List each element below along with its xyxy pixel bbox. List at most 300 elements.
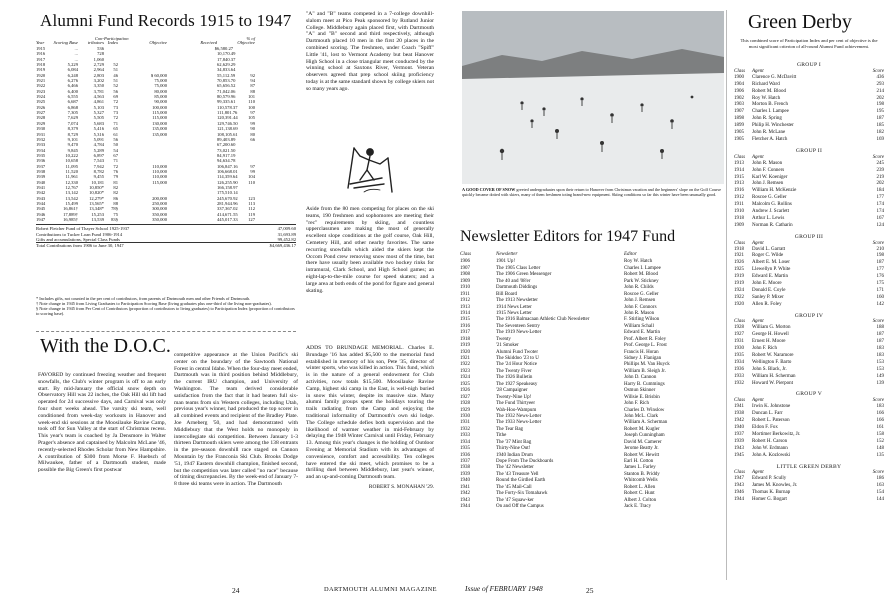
fund-cell: 106,668.01	[217, 168, 238, 174]
derby-row	[734, 288, 884, 295]
newsletter-cell: 1914 News Letter	[496, 304, 532, 310]
newsletter-cell: The 1905 Class Letter	[496, 265, 541, 271]
fund-cell: 110,578.37	[217, 104, 238, 110]
derby-cell: Edward E. Martin	[752, 274, 788, 280]
fund-cell: 135,000	[152, 131, 167, 137]
derby-row	[734, 253, 884, 260]
newsletter-cell: The '24 Hour Notice	[496, 362, 538, 368]
derby-cell: Fletcher A. Hatch	[752, 136, 788, 142]
photo-caption	[462, 187, 724, 197]
newsletter-cell: Round the Girdled Earth	[496, 478, 546, 484]
fund-cell: 88	[113, 200, 118, 206]
derby-row	[734, 404, 884, 411]
fund-cell: 72	[113, 99, 118, 105]
newsletter-cell: William B. Sleigh Jr.	[624, 368, 666, 374]
fund-cell: 10,850*	[89, 184, 104, 190]
fund-cell: 10,222	[65, 152, 78, 158]
green-derby-title: Green Derby	[748, 11, 852, 33]
newsletter-cell: The Fund Thirtyeer	[496, 401, 536, 407]
newsletter-cell: Osmun Skinner	[624, 388, 656, 394]
derby-cell: 293	[876, 81, 884, 87]
newsletter-cell: 1924	[460, 375, 470, 381]
newsletter-cell: 1940	[460, 478, 470, 484]
newsletter-cell: Charles D. Winslow	[624, 407, 665, 413]
fund-summary	[36, 224, 296, 247]
fund-cell: 1935	[36, 152, 46, 158]
derby-row	[734, 202, 884, 209]
newsletter-cell: Twenty-Nine Up!	[496, 394, 532, 400]
fund-cell: 2,964	[93, 67, 104, 73]
fund-cell: 200,000	[152, 195, 167, 201]
derby-cell: 1900	[734, 74, 744, 80]
newsletter-cell: John R. Childs	[624, 285, 654, 291]
fund-cell: 1922	[36, 83, 46, 89]
doc-column-3-text: ADDS TO BRUNDAGE MEMORIAL. Charles E. Brundage '16 has added $5,500 to the memorial fund established in memory of his son, Pete '35, director of winter sports, who was killed in action. This fund, which is in the nature of a general endowment for Club activities, now totals $15,500. Moosilauke Ravine Camp, highest ski camp in the East, is well-nigh buried in snow this winter, despite its massive size. Many alumni family groups spent the holidays touring the trails radiating from the Camp and enjoying the traditional informality of Dartmouth's own ski lodge. The College schedule defies both supervision and the likelihood of warmer weather in mid-February by delaying the 1948 Winter Carnival until Friday, February 13. Among this year's changes is the holding of Outdoor Evening at Memorial Stadium with its advantages of convenience, comfort and accessibility. Ten colleges have entered the ski meet, which promises to be a thrilling duel between Middlebury, last year's winner, and an up-and-coming Dartmouth team.	[306, 345, 434, 481]
newsletter-cell: 1913	[460, 304, 470, 310]
group-heading: GROUP IV	[794, 312, 824, 319]
derby-row	[734, 332, 884, 339]
fund-cell: 1916	[36, 51, 46, 57]
derby-cell: 198	[876, 102, 884, 108]
group-subheader-cell: Class	[734, 319, 746, 325]
fund-cell: 7,543	[93, 158, 104, 164]
newsletter-cell: 1921	[460, 356, 470, 362]
newsletter-cell: The '43 Treasure Yell	[496, 471, 539, 477]
fund-cell: 52	[113, 83, 118, 89]
newsletter-cell: 1910	[460, 285, 470, 291]
derby-cell: 1905	[734, 130, 744, 136]
newsletter-cell: 1929	[460, 407, 470, 413]
summary-label: Contributions to Tucker Loan Fund 1906-1914	[36, 231, 123, 237]
derby-cell: 1909	[734, 222, 744, 228]
newsletter-cell: 1931	[460, 420, 470, 426]
fund-cell: 73	[113, 110, 118, 116]
newsletter-cell: The '47 Squaw-ker	[496, 497, 534, 503]
newsletter-cell: 1909	[460, 278, 470, 284]
fund-cell: 1,060	[93, 56, 104, 62]
group-subheader-cell: Score	[872, 319, 884, 325]
fund-cell: 97	[250, 110, 255, 116]
fund-cell: 97	[250, 163, 255, 169]
newsletter-cell: 1907	[460, 265, 470, 271]
derby-row	[734, 247, 884, 254]
fund-cell: 175,510.14	[217, 190, 238, 196]
fund-cell: 6,276	[67, 78, 78, 84]
newsletter-cell: On and Off the Campus	[496, 504, 544, 510]
summary-label: Robert Fletcher Fund of Thayer School 1925-1937	[36, 226, 130, 232]
newsletter-cell: John F. Connors	[624, 304, 657, 310]
derby-cell: 1910	[734, 208, 744, 214]
derby-cell: 187	[876, 339, 884, 345]
fund-cell: 1940	[36, 179, 46, 185]
newsletter-cell: The 1913 Newsletter	[496, 298, 538, 304]
derby-cell: 1914	[734, 167, 744, 173]
derby-row	[734, 89, 884, 96]
derby-cell: 154	[876, 490, 884, 496]
newsletter-cell: 1938	[460, 465, 470, 471]
derby-cell: John A. Kozlowski	[752, 452, 791, 458]
derby-row	[734, 102, 884, 109]
fund-cell: 120,391.44	[217, 115, 238, 121]
derby-cell: 214	[876, 88, 884, 94]
fund-cell: 7,942	[93, 163, 104, 169]
derby-cell: Robert M. Blood	[752, 88, 787, 94]
total-label: Total Contributions from 1906 to June 30, 1947	[36, 243, 124, 249]
fund-cell: 3,202	[93, 78, 104, 84]
derby-row	[734, 490, 884, 497]
derby-cell: 1918	[734, 215, 744, 221]
fund-cell: 16,861†	[63, 206, 78, 212]
newsletter-cell: Francis H. Horan	[624, 349, 659, 355]
derby-cell: 1911	[734, 202, 744, 208]
fund-cell: 115,000	[152, 115, 167, 121]
newsletter-cell: The 40 and '08'er	[496, 278, 531, 284]
fund-cell: 105	[248, 115, 255, 121]
fund-cell: 5,683	[93, 120, 104, 126]
derby-cell: Irwin K. Johnstone	[752, 404, 791, 410]
fund-cell: 2,803	[93, 72, 104, 78]
newsletter-header-cell: Class	[460, 252, 472, 257]
newsletter-cell: The Tear Bag	[496, 426, 524, 432]
newsletter-cell: The 1926 Bulletin	[496, 375, 533, 381]
fund-cell: 71	[113, 120, 118, 126]
derby-cell: 183	[876, 353, 884, 359]
fund-cell: 111,801.76	[217, 110, 238, 116]
fund-cell: $	[214, 46, 217, 51]
magazine-name: DARTMOUTH ALUMNI MAGAZINE	[324, 586, 437, 593]
derby-row	[734, 353, 884, 360]
fund-cell: 1917	[36, 56, 46, 62]
fund-cell: 166,158.97	[217, 184, 238, 190]
fund-cell: 15,253	[91, 211, 104, 217]
fund-cell: 7,305	[67, 110, 78, 116]
derby-cell: Thomas K. Burnap	[752, 490, 791, 496]
newsletter-cell: The '45 Mail-Call	[496, 484, 532, 490]
newsletter-cell: '28 Campaigner	[496, 388, 528, 394]
fund-cell: 16,985†	[63, 217, 78, 222]
fund-header-cell: Participation Index	[104, 35, 129, 46]
fund-cell: 82	[113, 184, 118, 190]
section-divider	[36, 331, 296, 332]
group-subheader-cell: Agent	[752, 470, 764, 476]
derby-row	[734, 223, 884, 230]
derby-cell: 1937	[734, 431, 744, 437]
newsletter-cell: 1919	[460, 343, 470, 349]
fund-cell: 5,091	[93, 136, 104, 142]
fund-cell: 1919	[36, 67, 46, 73]
derby-cell: Andrew J. Scarlett	[752, 208, 790, 214]
fund-cell: 99	[250, 168, 255, 174]
derby-cell: 161	[876, 425, 884, 431]
newsletter-cell: 1918	[460, 336, 470, 342]
newsletter-cell: The 1916 Balmacaan Athletic Club Newsletter	[496, 317, 590, 323]
fund-cell: 84,917.19	[217, 152, 236, 158]
derby-cell: 174	[876, 202, 884, 208]
fund-cell: 6,084	[67, 67, 78, 73]
newsletter-cell: 1940 Indian Drum	[496, 452, 533, 458]
fund-cell: 99	[250, 120, 255, 126]
derby-cell: 1932	[734, 380, 744, 386]
derby-row	[734, 483, 884, 490]
summary-label: Gifts and accumulations, Special Class Funds	[36, 237, 120, 243]
derby-cell: 174	[876, 208, 884, 214]
fund-cell: 52	[113, 62, 118, 68]
fund-cell: 6,687	[67, 99, 78, 105]
fund-cell: 65	[113, 126, 118, 132]
derby-cell: 1936	[734, 366, 744, 372]
newsletter-cell: The Forty-Six Tomahawk	[496, 491, 548, 497]
newsletter-cell: Sidney J. Flanigan	[624, 356, 662, 362]
derby-cell: Roy W. Hatch	[752, 95, 781, 101]
fund-cell: ...	[74, 56, 78, 62]
fund-cell: 1941	[36, 184, 46, 190]
fund-cell: ...	[74, 51, 78, 57]
derby-row	[734, 209, 884, 216]
fund-cell: 6,555	[67, 94, 78, 100]
newsletter-cell: 1915 News Letter	[496, 310, 532, 316]
fund-cell: 80,000	[154, 88, 167, 94]
newsletter-cell: Edward E. Martin	[624, 330, 660, 336]
fund-cell: 9,455	[93, 174, 104, 180]
newsletter-cell: 1915	[460, 317, 470, 323]
derby-cell: 158	[876, 431, 884, 437]
green-derby-intro: This combined score of Participation Index and per cent of objective is the most significant criterion of all-round Alumni Fund achievement.	[740, 38, 878, 49]
fund-cell: 55,112.59	[217, 72, 236, 78]
fund-cell: 1943	[36, 195, 46, 201]
fund-cell: 73	[113, 104, 118, 110]
newsletter-cell: Robert W. Hewitt	[624, 452, 660, 458]
skiing-photo	[462, 11, 724, 184]
derby-cell: 171	[876, 287, 884, 293]
derby-cell: 187	[876, 332, 884, 338]
fund-cell: 90,000	[154, 99, 167, 105]
derby-row	[734, 418, 884, 425]
derby-cell: 1930	[734, 346, 744, 352]
fund-cell: 13,542	[65, 195, 78, 201]
fund-cell: 67	[113, 152, 118, 158]
derby-cell: George H. Howell	[752, 332, 789, 338]
derby-cell: Wellington F. Barto	[752, 359, 792, 365]
fund-footnotes	[36, 296, 298, 316]
derby-cell: John R. McLane	[752, 130, 786, 136]
fund-cell: 99,335.61	[217, 99, 236, 105]
ski-article-bottom: Aside from the 80 men competing for places on the ski teams, 190 freshmen and sophomores are meeting their "rec" requirements by skiing, and countless upperclassmen are making the most of generally excellent slope conditions at the golf course, Oak Hill, Cemetery Hill, and other nearby favorites. The same recurring snowfalls which aided the skiers kept the Occom Pond crew removing snow most of the time, but there have usually been available two hockey rinks for intramural, Clark School, and High School games; an eight-lap-to-the-mile course for speed skaters; and a large area at both ends of the pond for figure and general skating.	[306, 206, 434, 294]
newsletter-header-cell: Editor	[624, 252, 637, 257]
derby-cell: 1926	[734, 260, 744, 266]
derby-cell: John R. Mason	[752, 160, 783, 166]
newsletter-cell: The '37 Mint Bag	[496, 439, 532, 445]
newsletter-cell: 1916	[460, 323, 470, 329]
newsletter-cell: William A. Scherman	[624, 420, 668, 426]
fund-cell: 7,629	[67, 115, 78, 121]
fund-cell: 92	[250, 72, 255, 78]
newsletter-cell: 1930	[460, 413, 470, 419]
fund-cell: 66	[250, 136, 255, 142]
derby-cell: Albert E. M. Loser	[752, 260, 790, 266]
group-heading: GROUP I	[796, 62, 822, 68]
fund-cell: $ 60,000	[150, 72, 167, 78]
fund-total-row	[36, 242, 296, 247]
fund-cell: 4,861	[93, 99, 104, 105]
newsletter-cell: 1939	[460, 471, 470, 477]
fund-cell: 1937	[36, 163, 46, 169]
fund-cell: 100,000	[152, 104, 167, 110]
derby-row	[734, 137, 884, 144]
derby-row	[734, 96, 884, 103]
fund-cell: 11,520	[65, 168, 78, 174]
derby-row	[734, 339, 884, 346]
derby-cell: 1924	[734, 287, 744, 293]
derby-cell: 1931	[734, 339, 744, 345]
fund-cell: 72	[113, 163, 118, 169]
derby-cell: Allen R. Foley	[752, 301, 782, 307]
group-subheader-cell: Class	[734, 68, 746, 74]
fund-cell: 10,658	[65, 158, 78, 164]
derby-cell: 1943	[734, 445, 744, 451]
total-amount: $4,669,436.17	[269, 243, 296, 249]
newsletter-cell: Robert C. Hunt	[624, 491, 655, 497]
derby-cell: Donald E. Coyle	[752, 287, 786, 293]
fund-cell: 108,105.61	[217, 131, 238, 137]
fund-records-title: Alumni Fund Records 1915 to 1947	[40, 11, 292, 30]
fund-cell: 6,868	[67, 104, 78, 110]
derby-row	[734, 216, 884, 223]
newsletter-cell: The Seventeen Sentry	[496, 323, 540, 329]
derby-row	[734, 181, 884, 188]
fund-cell: 110,000	[152, 163, 167, 169]
newsletter-cell: Alumni Fund Twoter	[496, 349, 539, 355]
fund-cell: 1924	[36, 94, 46, 100]
derby-cell: 1919	[734, 280, 744, 286]
derby-cell: 144	[876, 497, 884, 503]
newsletter-cell: John McL. Clark	[624, 413, 659, 419]
fund-cell: 728	[97, 51, 104, 57]
fund-cell: 126,255.90	[217, 179, 238, 185]
fund-cell: 110	[248, 179, 255, 185]
fund-cell: 5,229	[67, 62, 78, 68]
derby-cell: Richard Ward	[752, 81, 780, 87]
fund-cell: 6,580.27	[217, 46, 234, 51]
derby-cell: 135	[876, 452, 884, 458]
fund-header-cell: Con- tributors	[87, 35, 104, 46]
derby-cell: 1904	[734, 81, 744, 87]
newsletter-cell: 1941	[460, 484, 470, 490]
fund-cell: 6,466	[67, 83, 78, 89]
derby-cell: 1944	[734, 497, 744, 503]
fund-cell: 1921	[36, 78, 46, 84]
derby-cell: 175	[876, 280, 884, 286]
fund-cell: 82	[113, 190, 118, 196]
newsletter-cell: 1932	[460, 426, 470, 432]
fund-cell: 1927	[36, 110, 46, 116]
fund-cell: 34,833.64	[217, 67, 236, 73]
newsletter-cell: John R. Mason	[624, 310, 655, 316]
group-subheader-cell: Score	[872, 470, 884, 476]
group-heading: GROUP V	[795, 391, 823, 398]
newsletter-cell: 1912	[460, 298, 470, 304]
fund-cell: 110,000	[152, 168, 167, 174]
derby-cell: 160	[876, 294, 884, 300]
fund-cell: 56	[113, 88, 118, 94]
newsletter-cell: 1933	[460, 433, 470, 439]
derby-cell: 166	[876, 411, 884, 417]
derby-cell: 1947	[734, 476, 744, 482]
fund-cell: 50	[113, 142, 118, 148]
derby-row	[734, 346, 884, 353]
newsletter-cell: Twenty	[496, 336, 511, 342]
newsletter-cell: 1920	[460, 349, 470, 355]
group-subheader-cell: Class	[734, 470, 746, 476]
fund-cell: 87	[250, 83, 255, 89]
fund-cell: 536	[97, 46, 104, 51]
newsletter-cell: 1942	[460, 491, 470, 497]
newsletter-cell: Whitcomb Wells	[624, 478, 658, 484]
fund-cell: 121,138.69	[217, 126, 238, 132]
derby-cell: 202	[876, 95, 884, 101]
derby-cell: 1943	[734, 483, 744, 489]
derby-row	[734, 374, 884, 381]
group-subheader-cell: Agent	[752, 154, 764, 160]
fund-cell: 115,000	[152, 110, 167, 116]
fund-cell: 12,330	[65, 179, 78, 185]
newsletter-cell: F. Stirling Wilson	[624, 317, 660, 323]
derby-cell: 153	[876, 366, 884, 372]
fund-cell: 62,629.29	[217, 62, 236, 68]
derby-cell: Charles I. Lampee	[752, 109, 789, 115]
fund-cell: 1934	[36, 147, 46, 153]
newsletter-cell: Albert J. Colton	[624, 497, 657, 503]
group-subheader-cell: Class	[734, 398, 746, 404]
fund-cell: 1929	[36, 120, 46, 126]
derby-row	[734, 425, 884, 432]
derby-cell: 177	[876, 267, 884, 273]
fund-header-cell: Objective	[149, 40, 167, 46]
newsletter-cell: Earl H. Cotton	[624, 459, 654, 465]
derby-cell: David L. Garratt	[752, 246, 786, 252]
derby-cell: 169	[876, 136, 884, 142]
derby-cell: 166	[876, 418, 884, 424]
derby-cell: 245	[876, 160, 884, 166]
fund-cell: 5,416	[93, 126, 104, 132]
newsletter-cell: Wah-Hoo-Wampum	[496, 407, 537, 413]
fund-cell: 129,746.50	[217, 120, 238, 126]
derby-row	[734, 432, 884, 439]
derby-cell: 177	[876, 195, 884, 201]
fund-cell: 73,021.50	[217, 147, 236, 153]
fund-cell: 79	[113, 174, 118, 180]
newsletter-cell: The 1927 Speakeasy	[496, 381, 538, 387]
group-subheader-cell: Score	[872, 154, 884, 160]
newsletter-cell: The 1933 News-Letter	[496, 420, 542, 426]
fund-cell: 8,379	[67, 126, 78, 132]
fund-cell: 1918	[36, 62, 46, 68]
fund-cell: 6,400	[67, 88, 78, 94]
derby-cell: 1918	[734, 246, 744, 252]
fund-cell: 1938	[36, 168, 46, 174]
derby-cell: Malcolm G. Rollins	[752, 202, 792, 208]
newsletter-cell: Joseph Cunningham	[624, 433, 665, 439]
page-number-left: 24	[232, 586, 240, 595]
derby-cell: Morton B. French	[752, 102, 788, 108]
fund-cell: 115,000	[152, 179, 167, 185]
fund-cell: 1939	[36, 174, 46, 180]
derby-cell: 1945	[734, 452, 744, 458]
fund-cell: 1923	[36, 88, 46, 94]
fund-row	[36, 217, 296, 222]
fund-cell: 46	[113, 72, 118, 78]
derby-cell: Ernest H. Moore	[752, 339, 786, 345]
fund-cell: 1931	[36, 131, 46, 137]
